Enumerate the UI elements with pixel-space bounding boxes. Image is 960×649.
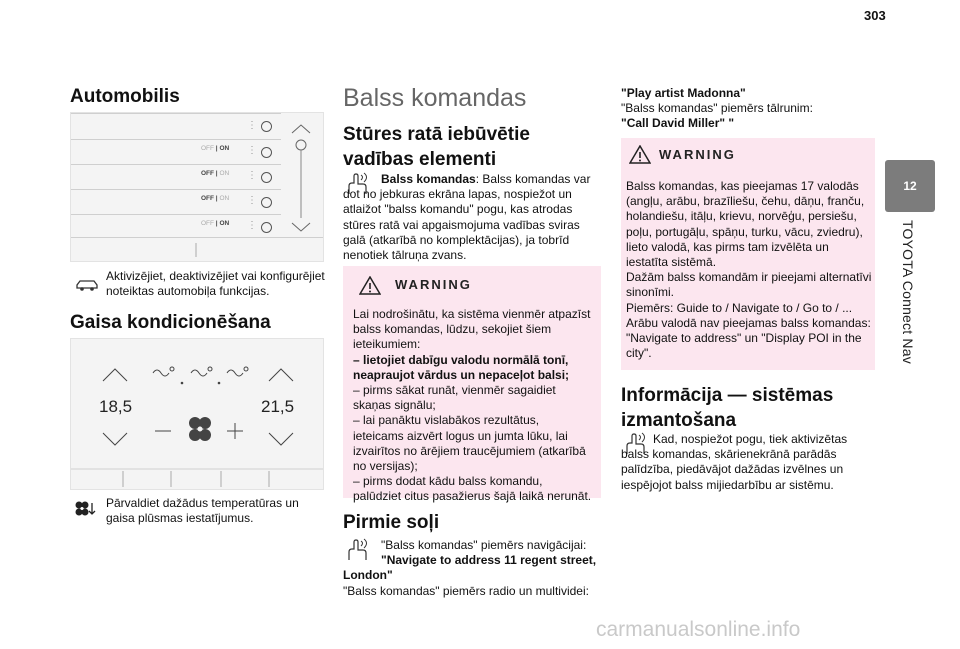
ac-description: Pārvaldiet dažādus temperatūras un gaisa plūsmas iestatījumus. <box>106 496 299 526</box>
climate-icon <box>74 500 100 518</box>
automobile-heading: Automobilis <box>70 86 180 107</box>
first-steps-text: "Balss komandas" piemērs navigācijai: "Navigate to address 11 regent street, London" "Balss komandas" piemērs radio un multividei: <box>343 538 597 598</box>
warning-title: WARNING <box>659 147 736 162</box>
warning-icon <box>629 145 651 164</box>
toggle-2[interactable]: OFF | ON <box>201 170 230 177</box>
info-icon[interactable] <box>261 222 272 233</box>
voice-commands-title: Balss komandas <box>343 84 527 112</box>
info-icon[interactable] <box>261 147 272 158</box>
warning-item: – lai panāktu vislabākos rezultātus, ieteicams aizvērt logus un jumta lūku, lai izvairītos no ārējiem traucējumiem (atkarībā no versijas); <box>353 413 586 474</box>
temp-left[interactable]: 18,5 <box>99 397 133 416</box>
automobile-description: Aktivizējiet, deaktivizējiet vai konfigurējiet noteiktas automobiļa funkcijas. <box>106 269 325 299</box>
info-icon[interactable] <box>261 172 272 183</box>
chapter-tab[interactable]: 12 <box>885 160 935 212</box>
info-icon[interactable] <box>261 197 272 208</box>
warning-intro: Lai nodrošinātu, ka sistēma vienmēr atpazīst balss komandas, lūdzu, sekojiet šiem ieteikumiem: <box>353 307 591 352</box>
languages-warning-box <box>621 138 875 370</box>
warning-item: – pirms sākat runāt, vienmēr sagaidiet skaņas signālu; <box>353 383 556 413</box>
vehicle-settings-screen: ⋮ OFF | ON ⋮ OFF | ON ⋮ OFF | ON ⋮ OFF | ON ⋮ <box>70 112 324 262</box>
warning-example: Piemērs: Guide to / Navigate to / Go to / ... <box>626 300 853 315</box>
steering-controls-heading: Stūres ratā iebūvētie vadības elementi <box>343 124 530 170</box>
toggle-3[interactable]: OFF | ON <box>201 195 230 202</box>
info-icon[interactable] <box>261 121 272 132</box>
warning-item: – lietojiet dabīgu valodu normālā tonī, neapraujot vārdus un nepaceļot balsi; <box>353 352 570 382</box>
warning-box <box>343 266 601 504</box>
info-heading: Informācija — sistēmas izmantošana <box>621 385 834 431</box>
warning-languages: Balss komandas, kas pieejamas 17 valodās (angļu, arābu, brazīliešu, čehu, dāņu, franču, holandiešu, itāļu, krievu, norvēģu, persiešu, poļu, portugāļu, spāņu, turku, vācu, zviedru), lieto valodā, kas pirms tam izvēlēta un iestatīta sistēmā. <box>626 179 865 270</box>
warning-synonyms: Dažām balss komandām ir pieejami alternatīvi sinonīmi. <box>626 270 872 300</box>
page-number: 303 <box>864 8 886 23</box>
car-icon <box>75 278 99 292</box>
toggle-1[interactable]: OFF | ON <box>201 145 230 152</box>
watermark: carmanualsonline.info <box>596 618 801 641</box>
climate-screen <box>70 338 324 490</box>
tab-dividers <box>71 241 323 259</box>
temp-right[interactable]: 21,5 <box>261 397 295 416</box>
warning-item: – pirms dodat kādu balss komandu, palūdziet citus pasažierus šajā laikā nerunāt. <box>353 474 592 504</box>
example-commands: "Play artist Madonna" "Balss komandas" piemērs tālrunim: "Call David Miller" " <box>621 86 813 131</box>
warning-arabic: Arābu valodā nav pieejamas balss komandas: "Navigate to address" un "Display POI in the city". <box>626 315 871 361</box>
voice-commands-description: Balss komandas: Balss komandas var dot no jebkuras ekrāna lapas, nospiežot un atlaižot "balss komandu" pogu, kas atrodas stūres ratā vai apgaismojuma vadības sviras galā (atkarībā no komplektācijas), ja tobrīd nenotiek tālruņa zvans. <box>343 172 591 263</box>
scrollbar[interactable] <box>289 123 313 237</box>
toggle-4[interactable]: OFF | ON <box>201 220 230 227</box>
chapter-label: TOYOTA Connect Nav <box>900 220 916 364</box>
warning-title: WARNING <box>395 277 472 292</box>
ac-heading: Gaisa kondicionēšana <box>70 312 271 333</box>
warning-icon <box>359 276 381 295</box>
first-steps-heading: Pirmie soļi <box>343 512 440 533</box>
info-text: Kad, nospiežot pogu, tiek aktivizētas balss komandas, skārienekrānā parādās palīdzība, piedāvājot dažādas izvēlnes un iespējojot balss mijiedarbību ar sistēmu. <box>621 432 848 492</box>
